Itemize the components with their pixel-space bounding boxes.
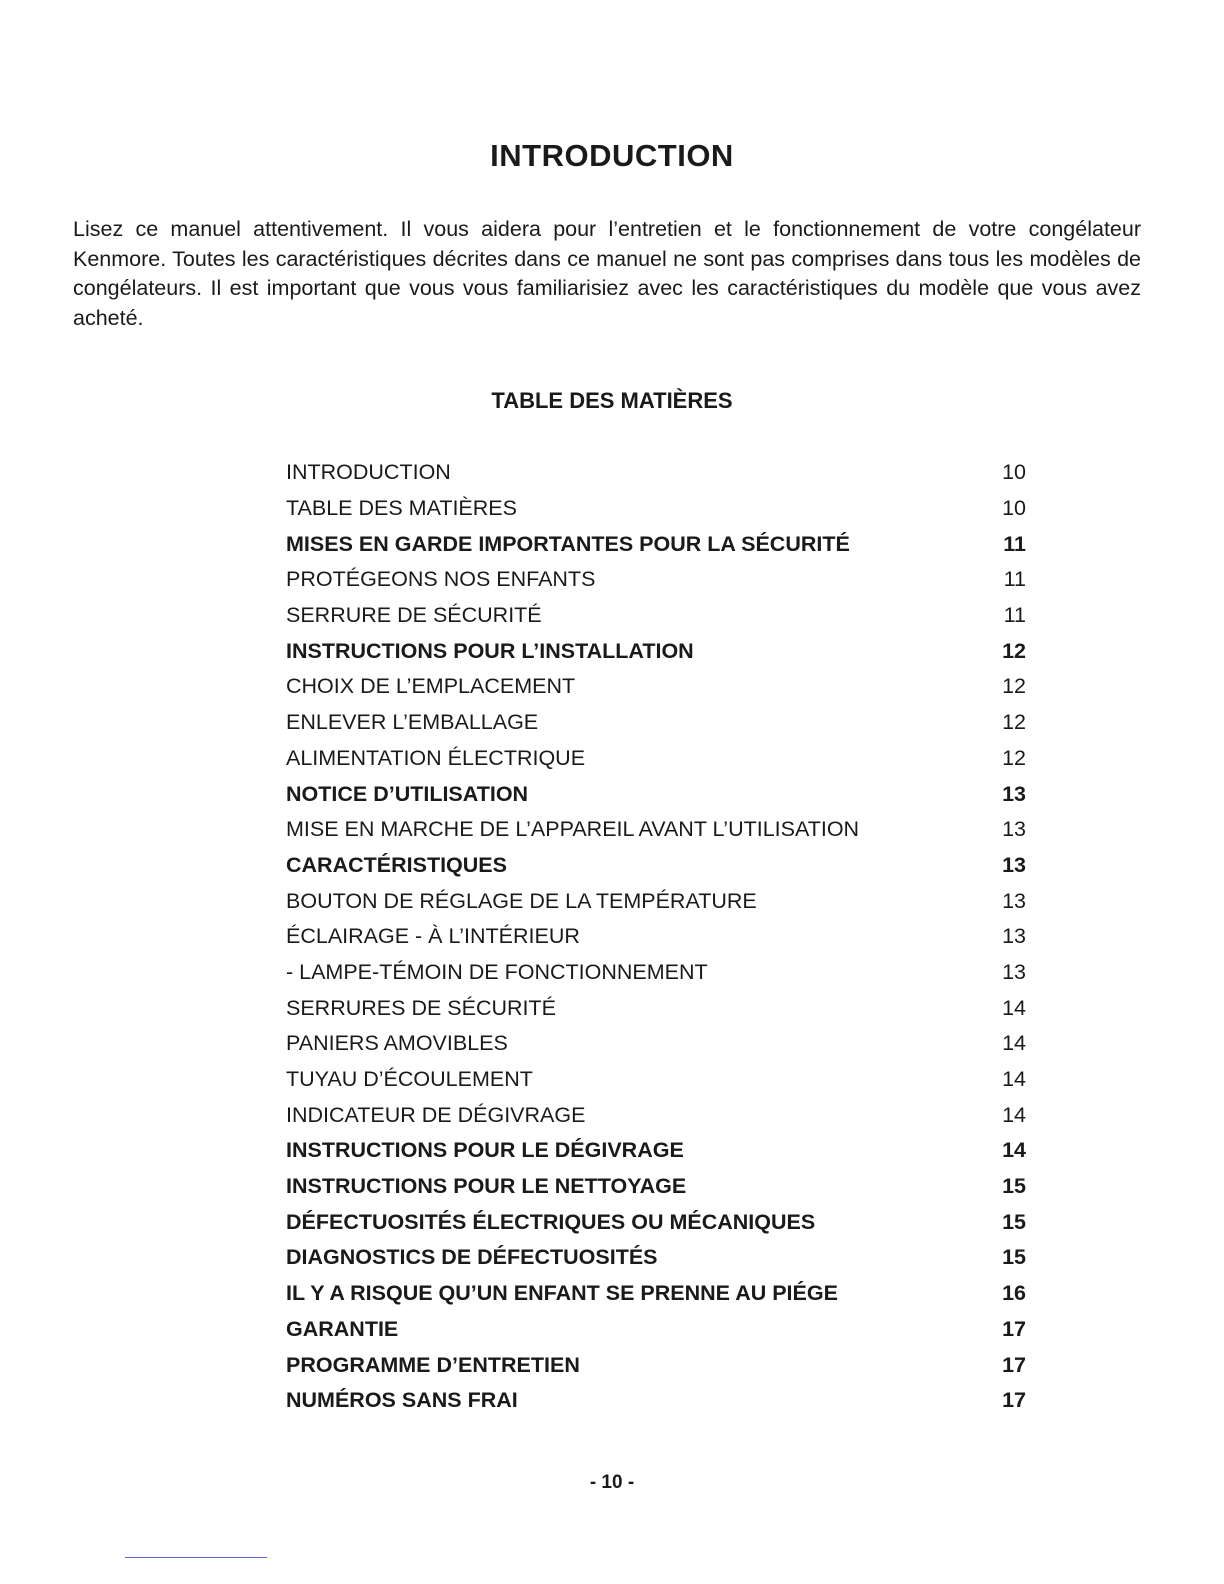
toc-entry[interactable] (286, 955, 1026, 991)
toc-entry-page: 15 (1002, 1245, 1026, 1270)
toc-entry-page: 17 (1002, 1316, 1026, 1341)
toc-entry[interactable] (286, 919, 1026, 955)
page-title: INTRODUCTION (490, 138, 734, 173)
toc-entry-label: INSTRUCTIONS POUR L’INSTALLATION (286, 638, 694, 663)
toc-entry-page: 13 (1002, 781, 1026, 806)
toc-entry-label: NUMÉROS SANS FRAI (286, 1388, 518, 1413)
toc-entry-page: 11 (1003, 531, 1026, 556)
toc-entry-page: 16 (1002, 1281, 1026, 1306)
toc-entry-label: SERRURES DE SÉCURITÉ (286, 995, 556, 1020)
toc-entry-page: 10 (1002, 496, 1026, 521)
toc-entry-label: INSTRUCTIONS POUR LE DÉGIVRAGE (286, 1138, 684, 1163)
toc-entry-label: INDICATEUR DE DÉGIVRAGE (286, 1102, 586, 1127)
toc-entry-label: ENLEVER L’EMBALLAGE (286, 710, 539, 735)
toc-entry-label: DÉFECTUOSITÉS ÉLECTRIQUES OU MÉCANIQUES (286, 1209, 816, 1234)
toc-entry-label: MISE EN MARCHE DE L’APPAREIL AVANT L’UTILISATION (286, 817, 860, 842)
toc-entry-page: 14 (1002, 995, 1026, 1020)
toc-entry[interactable] (286, 526, 1026, 562)
toc-entry-page: 11 (1003, 567, 1026, 592)
toc-entry-page: 13 (1002, 852, 1026, 877)
toc-entry[interactable] (286, 812, 1026, 848)
toc-entry-page: 13 (1002, 924, 1026, 949)
page-number: - 10 - (589, 1472, 635, 1493)
toc-entry[interactable] (286, 1240, 1026, 1276)
toc-entry-page: 14 (1002, 1031, 1026, 1056)
toc-entry-page: 10 (1002, 460, 1026, 485)
toc-entry-page: 14 (1002, 1138, 1026, 1163)
toc-entry-page: 12 (1002, 745, 1026, 770)
toc-entry-page: 14 (1002, 1067, 1026, 1092)
toc-entry[interactable] (286, 1062, 1026, 1098)
toc-entry-label: IL Y A RISQUE QU’UN ENFANT SE PRENNE AU PIÉGE (286, 1281, 838, 1306)
toc-entry-page: 13 (1002, 817, 1026, 842)
toc-entry-label: CARACTÉRISTIQUES (286, 852, 507, 877)
toc-entry-label: CHOIX DE L’EMPLACEMENT (286, 674, 576, 699)
toc-entry[interactable] (286, 633, 1026, 669)
toc-entry-page: 11 (1003, 603, 1026, 628)
bottom-divider (125, 1557, 267, 1558)
toc-entry-label: GARANTIE (286, 1316, 399, 1341)
toc-entry-label: SERRURE DE SÉCURITÉ (286, 603, 542, 628)
toc-entry-label: PROGRAMME D’ENTRETIEN (286, 1352, 580, 1377)
toc-entry[interactable] (286, 883, 1026, 919)
toc-entry[interactable] (286, 455, 1026, 491)
toc-entry-label: INSTRUCTIONS POUR LE NETTOYAGE (286, 1174, 687, 1199)
toc-entry[interactable] (286, 1383, 1026, 1419)
toc-entry[interactable] (286, 1347, 1026, 1383)
toc-entry-label: NOTICE D’UTILISATION (286, 781, 529, 806)
toc-entry-label: DIAGNOSTICS DE DÉFECTUOSITÉS (286, 1245, 658, 1270)
toc-entry[interactable] (286, 562, 1026, 598)
toc-entry-page: 13 (1002, 959, 1026, 984)
toc-heading: TABLE DES MATIÈRES (491, 388, 733, 413)
toc-entry[interactable] (286, 491, 1026, 527)
toc-entry[interactable] (286, 1097, 1026, 1133)
toc-entry-label: BOUTON DE RÉGLAGE DE LA TEMPÉRATURE (286, 888, 757, 913)
toc-entry[interactable] (286, 990, 1026, 1026)
toc-entry-page: 14 (1002, 1102, 1026, 1127)
toc-entry[interactable] (286, 1169, 1026, 1205)
toc-entry-page: 12 (1002, 638, 1026, 663)
toc-entry-label: MISES EN GARDE IMPORTANTES POUR LA SÉCURITÉ (286, 531, 850, 556)
toc-entry[interactable] (286, 1133, 1026, 1169)
table-of-contents (286, 455, 1026, 1419)
intro-paragraph: Lisez ce manuel attentivement. Il vous aidera pour l’entretien et le fonctionnement de votre congélateur Kenmore. Toutes les caractéristiques décrites dans ce manuel ne sont pas comprises dans tous les modèles de congélateurs. Il est important que vous vous familiarisiez avec les caractéristiques du modèle que vous avez acheté. (73, 217, 1141, 330)
toc-entry-page: 17 (1002, 1352, 1026, 1377)
toc-entry[interactable] (286, 598, 1026, 634)
toc-entry[interactable] (286, 1204, 1026, 1240)
toc-entry-label: ÉCLAIRAGE - À L’INTÉRIEUR (286, 924, 580, 949)
toc-entry[interactable] (286, 1276, 1026, 1312)
toc-entry[interactable] (286, 848, 1026, 884)
toc-entry-label: PANIERS AMOVIBLES (286, 1031, 508, 1056)
toc-entry-page: 12 (1002, 674, 1026, 699)
toc-entry-label: TUYAU D’ÉCOULEMENT (286, 1067, 533, 1092)
toc-entry[interactable] (286, 1026, 1026, 1062)
toc-entry[interactable] (286, 741, 1026, 777)
toc-entry-label: PROTÉGEONS NOS ENFANTS (286, 567, 596, 592)
toc-entry-page: 17 (1002, 1388, 1026, 1413)
toc-entry[interactable] (286, 705, 1026, 741)
toc-entry-page: 15 (1002, 1209, 1026, 1234)
toc-entry-label: ALIMENTATION ÉLECTRIQUE (286, 745, 586, 770)
toc-entry-page: 12 (1002, 710, 1026, 735)
toc-entry[interactable] (286, 776, 1026, 812)
toc-entry[interactable] (286, 1312, 1026, 1348)
toc-entry-label: INTRODUCTION (286, 460, 451, 485)
toc-entry-page: 13 (1002, 888, 1026, 913)
toc-entry-label: TABLE DES MATIÈRES (286, 496, 517, 521)
toc-entry-label: - LAMPE-TÉMOIN DE FONCTIONNEMENT (286, 959, 708, 984)
toc-entry-page: 15 (1002, 1174, 1026, 1199)
toc-entry[interactable] (286, 669, 1026, 705)
